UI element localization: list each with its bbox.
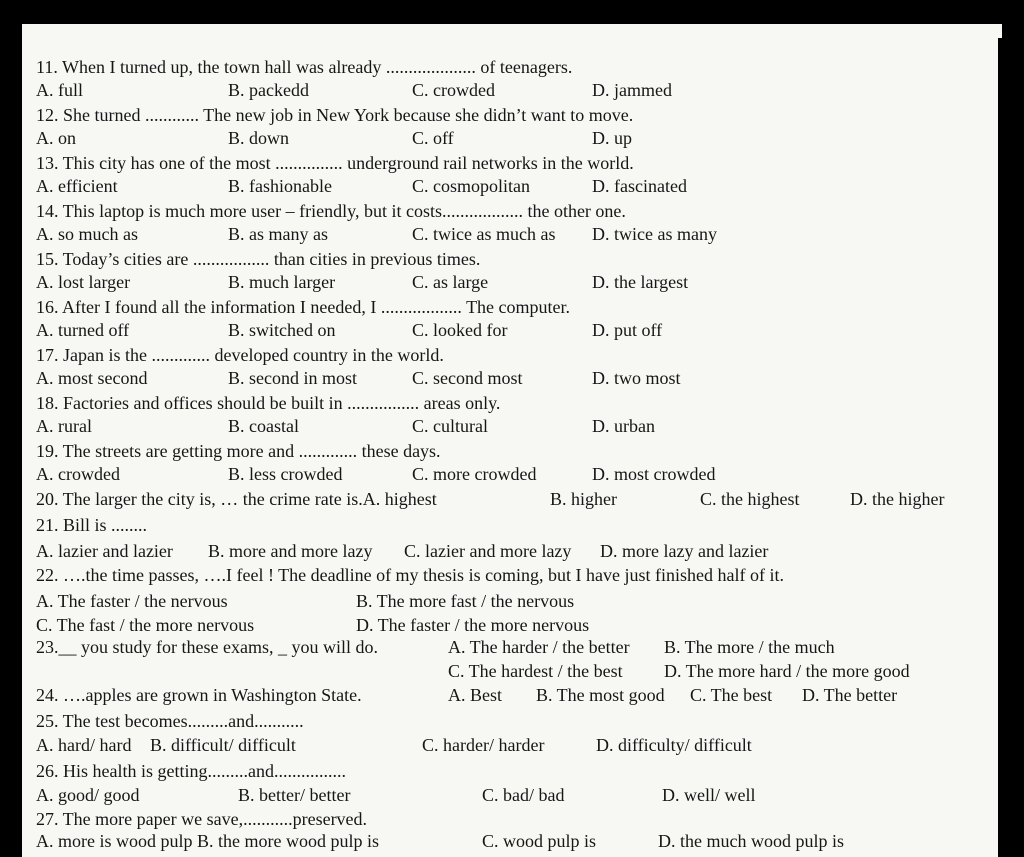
option-b: B. less crowded [228, 464, 343, 484]
option-a: A. most second [36, 368, 148, 388]
page-edge [996, 24, 1002, 38]
option-b: B. higher [550, 489, 617, 509]
option-d: D. The more hard / the more good [664, 661, 910, 681]
option-d: D. jammed [592, 80, 672, 100]
question-text: 17. Japan is the ............. developed country in the world. [36, 345, 444, 365]
option-d: D. more lazy and lazier [600, 541, 769, 561]
option-c: C. wood pulp is [482, 831, 597, 851]
question-text: 25. The test becomes.........and........... [36, 711, 304, 731]
option-a: A. so much as [36, 224, 138, 244]
option-d: D. fascinated [592, 176, 687, 196]
option-c: C. bad/ bad [482, 785, 565, 805]
option-c: C. cultural [412, 416, 488, 436]
option-a: A. full [36, 80, 83, 100]
option-a: A. crowded [36, 464, 120, 484]
option-d: D. well/ well [662, 785, 756, 805]
question-text: 12. She turned ............ The new job in New York because she didn’t want to move. [36, 105, 634, 125]
option-d: D. The better [802, 685, 898, 705]
option-c: C. off [412, 128, 454, 148]
option-d: D. urban [592, 416, 655, 436]
question-text: 20. The larger the city is, … the crime rate is.A. highest [36, 489, 437, 509]
option-c: C. crowded [412, 80, 495, 100]
option-a: A. Best [448, 685, 502, 705]
option-a: A. lost larger [36, 272, 131, 292]
option-d: D. put off [592, 320, 663, 340]
option-b: B. packedd [228, 80, 309, 100]
question-text: 24. ….apples are grown in Washington State. [36, 685, 362, 705]
option-a: A. turned off [36, 320, 130, 340]
option-b: B. coastal [228, 416, 299, 436]
option-d: D. twice as many [592, 224, 717, 244]
option-b: B. fashionable [228, 176, 332, 196]
option-b: B. The more / the much [664, 637, 835, 657]
option-c: C. lazier and more lazy [404, 541, 572, 561]
option-b: B. second in most [228, 368, 357, 388]
option-d: D. the much wood pulp is [658, 831, 844, 851]
option-a: A. hard/ hard [36, 735, 132, 755]
option-a: A. lazier and lazier [36, 541, 173, 561]
option-d: D. most crowded [592, 464, 716, 484]
question-text: 27. The more paper we save,...........preserved. [36, 809, 368, 829]
option-b: B. better/ better [238, 785, 351, 805]
option-d: D. up [592, 128, 632, 148]
option-b: B. as many as [228, 224, 328, 244]
option-a-b: A. more is wood pulp B. the more wood pulp is [36, 831, 379, 851]
option-b: B. The most good [536, 685, 665, 705]
question-text: 11. When I turned up, the town hall was already .................... of teenagers. [36, 57, 573, 77]
question-text: 21. Bill is ........ [36, 515, 148, 535]
option-c: C. The best [690, 685, 773, 705]
question-text: 18. Factories and offices should be built in ................ areas only. [36, 393, 501, 413]
question-text: 16. After I found all the information I needed, I .................. The computer. [36, 297, 571, 317]
option-d: D. the largest [592, 272, 689, 292]
option-a: A. rural [36, 416, 92, 436]
question-text: 23.__ you study for these exams, _ you will do. [36, 637, 378, 657]
question-text: 15. Today’s cities are ................. than cities in previous times. [36, 249, 481, 269]
option-c: C. looked for [412, 320, 508, 340]
option-a: A. good/ good [36, 785, 140, 805]
option-b: B. difficult/ difficult [150, 735, 296, 755]
option-c: C. The hardest / the best [448, 661, 623, 681]
option-a: A. on [36, 128, 76, 148]
option-c: C. more crowded [412, 464, 537, 484]
option-c: C. the highest [700, 489, 800, 509]
option-c: C. as large [412, 272, 489, 292]
option-b: B. switched on [228, 320, 336, 340]
option-c: C. second most [412, 368, 523, 388]
option-c: C. twice as much as [412, 224, 556, 244]
option-b: B. more and more lazy [208, 541, 373, 561]
question-text: 26. His health is getting.........and................ [36, 761, 346, 781]
option-a: A. The faster / the nervous [36, 591, 228, 611]
option-b: B. down [228, 128, 290, 148]
option-a: A. efficient [36, 176, 118, 196]
option-d: D. two most [592, 368, 681, 388]
option-b: B. The more fast / the nervous [356, 591, 575, 611]
question-text: 14. This laptop is much more user – friendly, but it costs.................. the other one. [36, 201, 626, 221]
option-d: D. difficulty/ difficult [596, 735, 752, 755]
option-a: A. The harder / the better [448, 637, 630, 657]
option-d: D. The faster / the more nervous [356, 615, 590, 635]
option-c: C. The fast / the more nervous [36, 615, 255, 635]
option-c: C. cosmopolitan [412, 176, 530, 196]
question-text: 19. The streets are getting more and ............. these days. [36, 441, 441, 461]
question-text: 13. This city has one of the most ............... underground rail networks in the world. [36, 153, 634, 173]
option-c: C. harder/ harder [422, 735, 545, 755]
option-d: D. the higher [850, 489, 945, 509]
question-text: 22. ….the time passes, ….I feel ! The deadline of my thesis is coming, but I have just finished half of it. [36, 565, 785, 585]
option-b: B. much larger [228, 272, 336, 292]
